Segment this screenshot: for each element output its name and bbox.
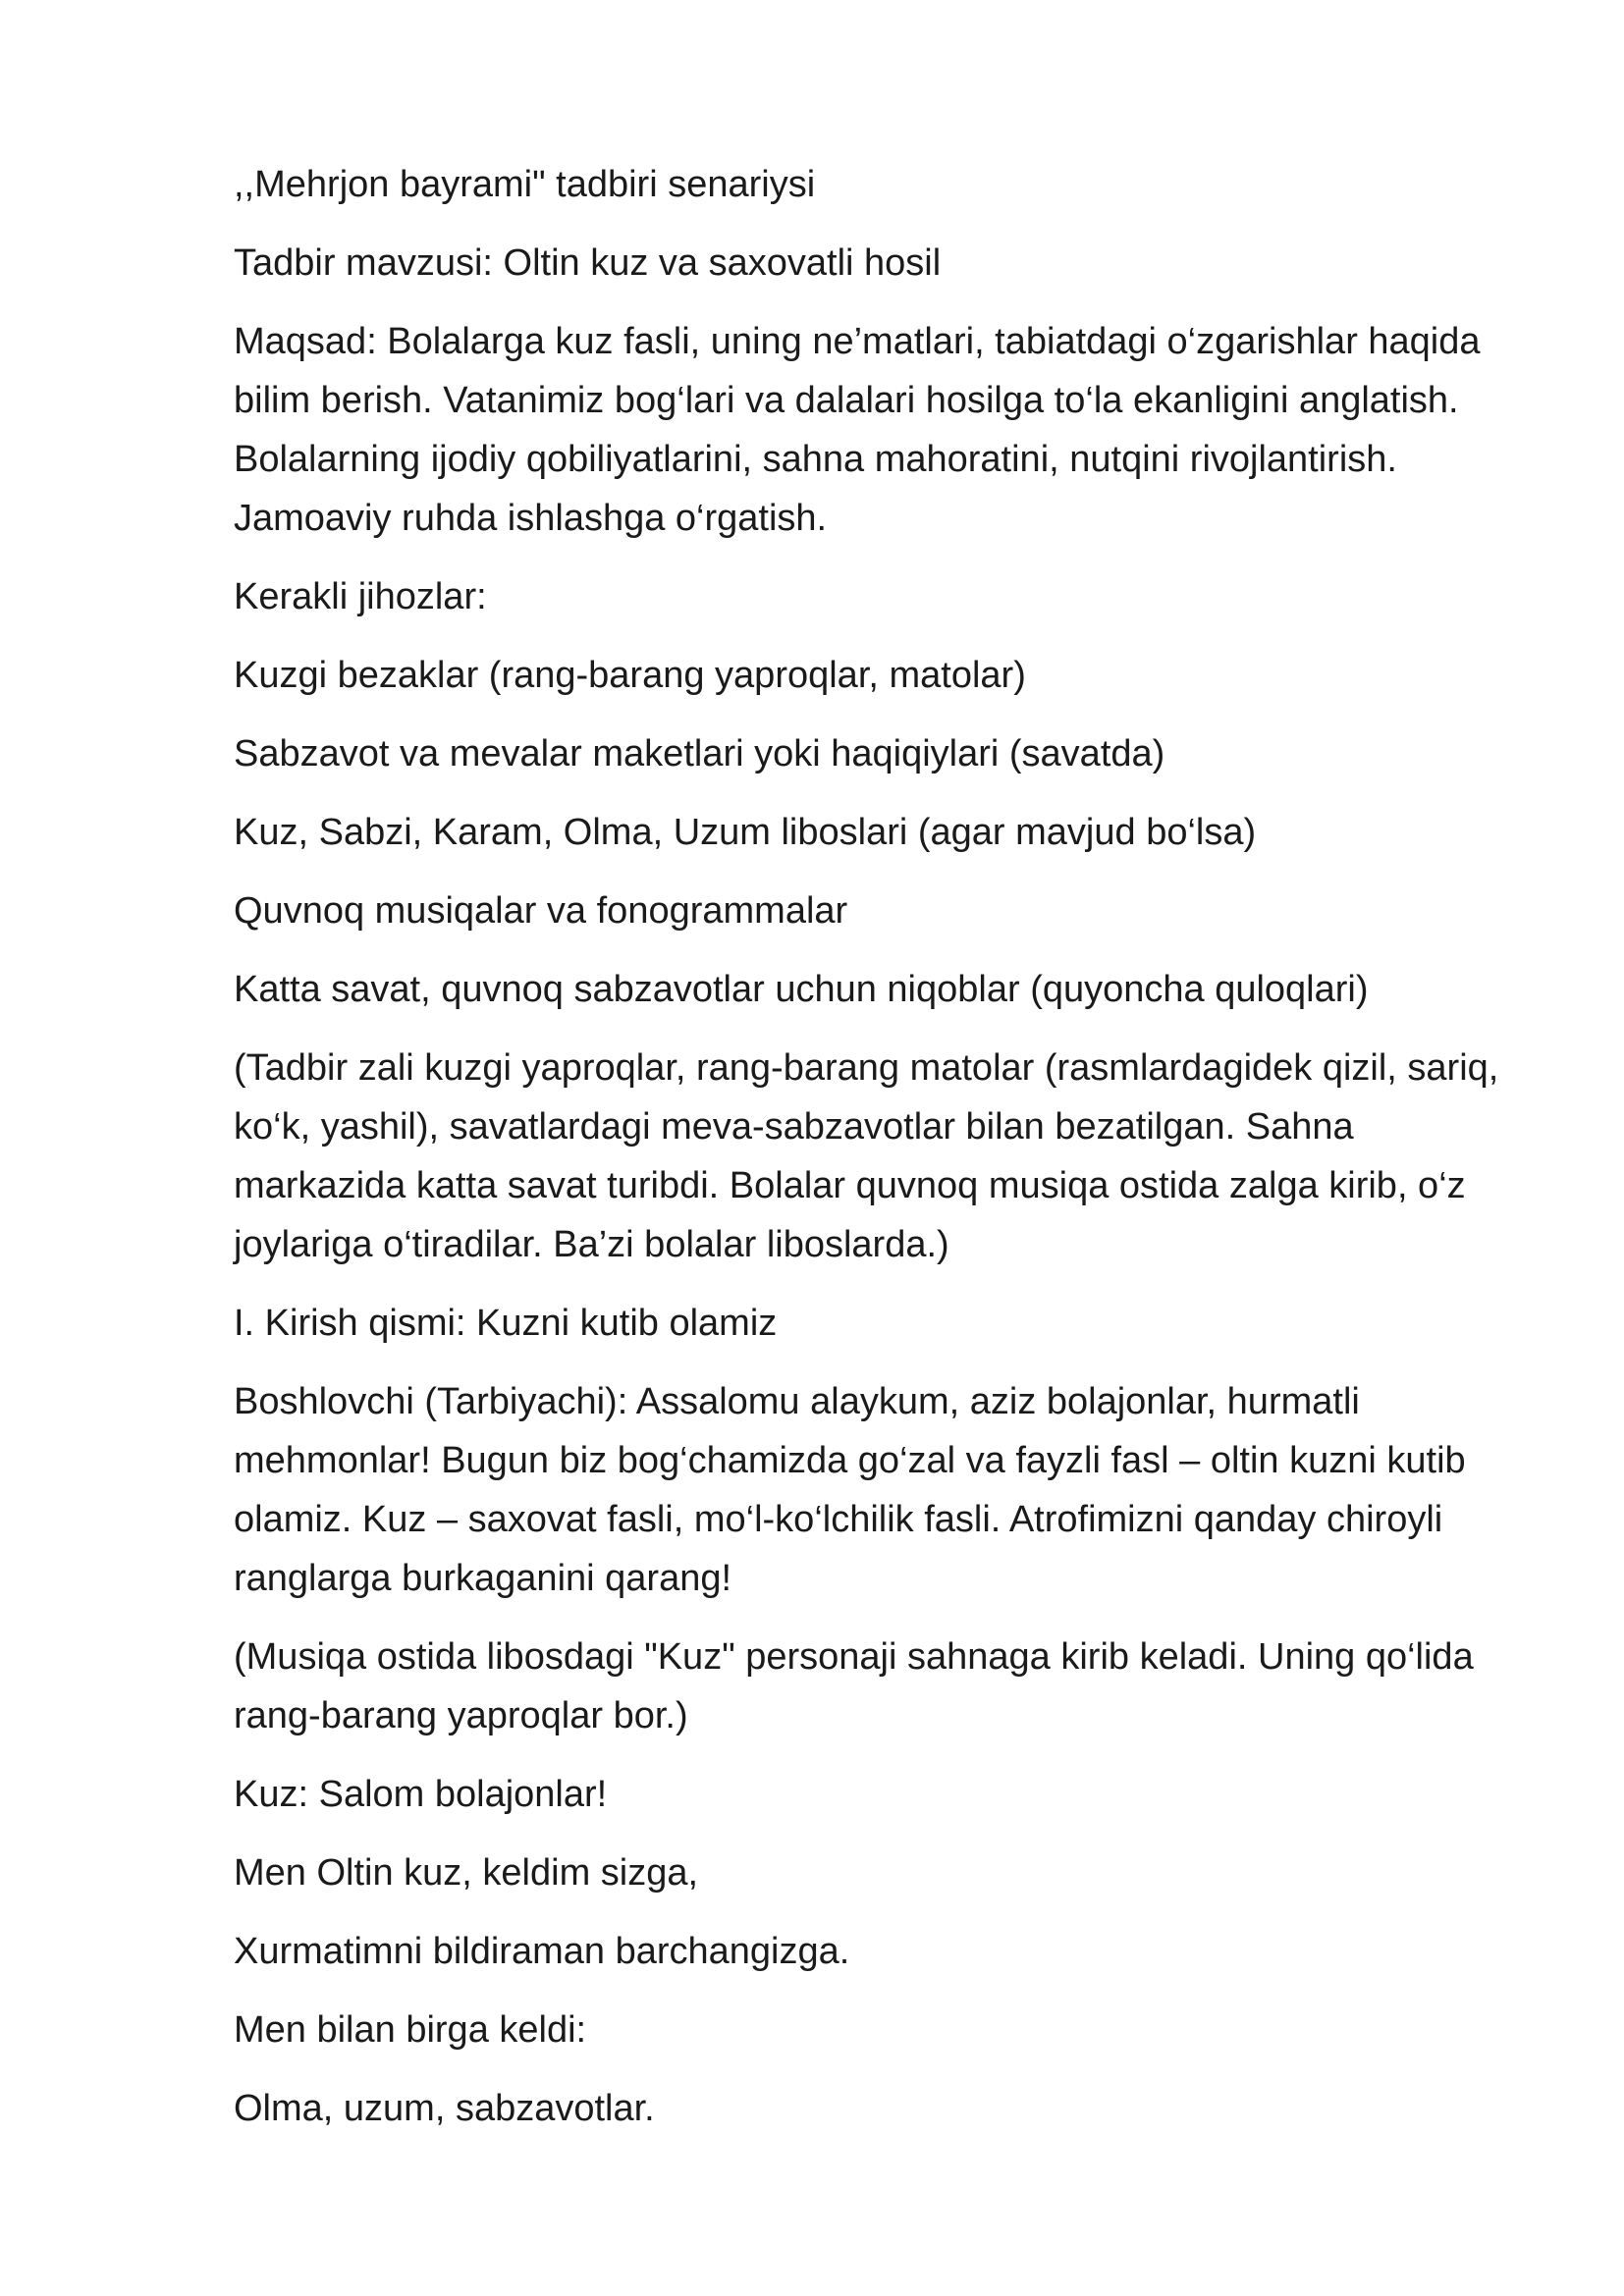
document-title: ,,Mehrjon bayrami" tadbiri senariysi — [234, 164, 816, 205]
event-theme: Tadbir mavzusi: Oltin kuz va saxovatli hosil — [234, 242, 942, 284]
document-body — [234, 155, 1520, 2158]
poem-line: Men bilan birga keldi: — [234, 2009, 587, 2051]
host-speech: Boshlovchi (Tarbiyachi): Assalomu alaykum, aziz bolajonlar, hurmatli mehmonlar! Bugun biz bog‘chamizda go‘zal va fayzli fasl – oltin kuzni kutib olamiz. Kuz – saxovat fasli, mo‘l-ko‘lchilik fasli. Atrofimizni qanday chiroyli ranglarga burkaganini qarang! — [234, 1381, 1466, 1599]
equipment-item: Sabzavot va mevalar maketlari yoki haqiqiylari (savatda) — [234, 733, 1165, 774]
stage-direction: (Musiqa ostida libosdagi "Kuz" personaji sahnaga kirib keladi. Uning qo‘lida rang-barang yaproqlar bor.) — [234, 1636, 1474, 1736]
dialogue-line: Kuz: Salom bolajonlar! — [234, 1774, 608, 1815]
equipment-heading: Kerakli jihozlar: — [234, 576, 487, 617]
poem-line: Men Oltin kuz, keldim sizga, — [234, 1852, 699, 1894]
poem-line: Olma, uzum, sabzavotlar. — [234, 2088, 655, 2129]
stage-direction: (Tadbir zali kuzgi yaproqlar, rang-barang matolar (rasmlardagidek qizil, sariq, ko‘k, yashil), savatlardagi meva-sabzavotlar bilan bezatilgan. Sahna markazida katta savat turibdi. Bolalar quvnoq musiqa ostida zalga kirib, o‘z joylariga o‘tiradilar. Ba’zi bolalar liboslarda.) — [234, 1047, 1499, 1265]
equipment-item: Katta savat, quvnoq sabzavotlar uchun niqoblar (quyoncha quloqlari) — [234, 969, 1369, 1010]
equipment-item: Quvnoq musiqalar va fonogrammalar — [234, 890, 848, 932]
goal-paragraph: Maqsad: Bolalarga kuz fasli, uning ne’matlari, tabiatdagi o‘zgarishlar haqida bilim berish. Vatanimiz bog‘lari va dalalari hosilga to‘la ekanligini anglatish. Bolalarning ijodiy qobiliyatlarini, sahna mahoratini, nutqini rivojlantirish. Jamoaviy ruhda ishlashga o‘rgatish. — [234, 321, 1481, 539]
section-heading: I. Kirish qismi: Kuzni kutib olamiz — [234, 1303, 778, 1344]
equipment-item: Kuz, Sabzi, Karam, Olma, Uzum liboslari (agar mavjud bo‘lsa) — [234, 812, 1257, 853]
equipment-item: Kuzgi bezaklar (rang-barang yaproqlar, matolar) — [234, 655, 1026, 696]
poem-line: Xurmatimni bildiraman barchangizga. — [234, 1931, 850, 1972]
